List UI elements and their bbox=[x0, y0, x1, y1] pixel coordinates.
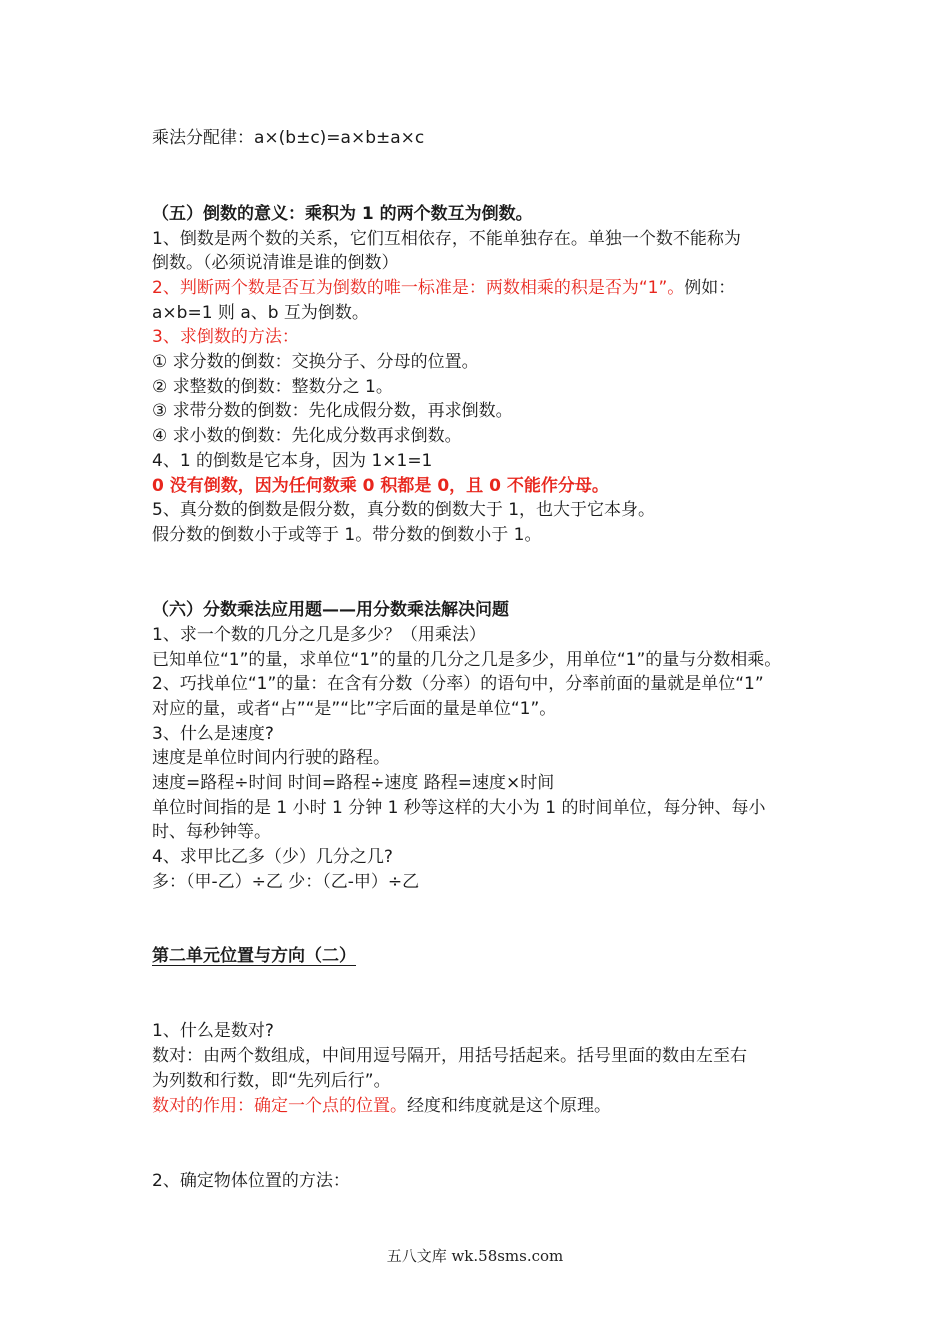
highlighted-line: 3、求倒数的方法： bbox=[152, 327, 299, 347]
highlighted-text: 数对的作用：确定一个点的位置。 bbox=[152, 1096, 407, 1116]
paragraph-line: 1、求一个数的几分之几是多少？（用乘法） bbox=[152, 625, 486, 645]
highlighted-line: 0 没有倒数，因为任何数乘 0 积都是 0，且 0 不能作分母。 bbox=[152, 476, 609, 496]
paragraph-line: 数对：由两个数组成，中间用逗号隔开，用括号括起来。括号里面的数由左至右 bbox=[152, 1046, 747, 1066]
distributive-law-line: 乘法分配律：a×(b±c)=a×b±a×c bbox=[152, 128, 425, 148]
paragraph-line: 2、确定物体位置的方法： bbox=[152, 1171, 350, 1191]
list-item: ② 求整数的倒数：整数分之 1。 bbox=[152, 377, 393, 397]
formula-line: 多：（甲-乙）÷乙 少：（乙-甲）÷乙 bbox=[152, 872, 420, 892]
footer-watermark: 五八文库 wk.58sms.com bbox=[386, 1247, 564, 1265]
paragraph-line: 2、巧找单位“1”的量：在含有分数（分率）的语句中，分率前面的量就是单位“1” bbox=[152, 674, 764, 694]
paragraph-line: 假分数的倒数小于或等于 1。带分数的倒数小于 1。 bbox=[152, 525, 542, 545]
unit-title: 第二单元位置与方向（二） bbox=[152, 946, 356, 966]
paragraph-line: 速度是单位时间内行驶的路程。 bbox=[152, 748, 390, 768]
highlighted-text: 2、判断两个数是否互为倒数的唯一标准是：两数相乘的积是否为“1”。 bbox=[152, 278, 685, 298]
paragraph-line: 1、什么是数对? bbox=[152, 1021, 274, 1041]
paragraph-line: 已知单位“1”的量，求单位“1”的量的几分之几是多少，用单位“1”的量与分数相乘。 bbox=[152, 650, 782, 670]
paragraph-line bbox=[152, 276, 735, 300]
paragraph-line: 为列数和行数，即“先列后行”。 bbox=[152, 1071, 391, 1091]
list-item: ④ 求小数的倒数：先化成分数再求倒数。 bbox=[152, 426, 462, 446]
paragraph-line: 时、每秒钟等。 bbox=[152, 822, 271, 842]
section-heading-fraction-multiplication: （六）分数乘法应用题——用分数乘法解决问题 bbox=[152, 600, 509, 620]
paragraph-line: 4、求甲比乙多（少）几分之几? bbox=[152, 847, 393, 867]
paragraph-line: 倒数。（必须说清谁是谁的倒数） bbox=[152, 253, 399, 273]
paragraph-line bbox=[152, 1094, 611, 1118]
paragraph-line: 1、倒数是两个数的关系，它们互相依存，不能单独存在。单独一个数不能称为 bbox=[152, 229, 741, 249]
plain-text: 经度和纬度就是这个原理。 bbox=[407, 1096, 611, 1116]
paragraph-line: 对应的量，或者“占”“是”“比”字后面的量是单位“1”。 bbox=[152, 699, 557, 719]
formula-line: 速度=路程÷时间 时间=路程÷速度 路程=速度×时间 bbox=[152, 773, 555, 793]
list-item: ① 求分数的倒数：交换分子、分母的位置。 bbox=[152, 352, 479, 372]
paragraph-line: 单位时间指的是 1 小时 1 分钟 1 秒等这样的大小为 1 的时间单位，每分钟、每小 bbox=[152, 798, 766, 818]
paragraph-line: 3、什么是速度? bbox=[152, 724, 274, 744]
section-heading-reciprocal: （五）倒数的意义：乘积为 1 的两个数互为倒数。 bbox=[152, 204, 533, 224]
plain-text: 例如： bbox=[684, 278, 736, 298]
paragraph-line: 5、真分数的倒数是假分数，真分数的倒数大于 1，也大于它本身。 bbox=[152, 500, 656, 520]
list-item: ③ 求带分数的倒数：先化成假分数，再求倒数。 bbox=[152, 401, 513, 421]
paragraph-line: 4、1 的倒数是它本身，因为 1×1=1 bbox=[152, 451, 433, 471]
paragraph-line: a×b=1 则 a、b 互为倒数。 bbox=[152, 303, 369, 323]
